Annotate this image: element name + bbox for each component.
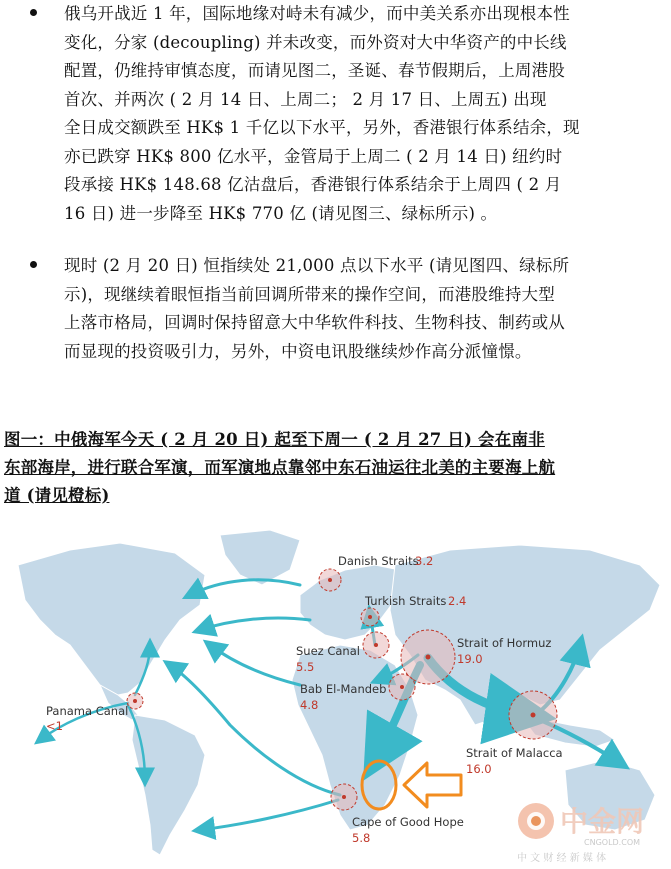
caption-line: 东部海岸，进行联合军演，而军演地点靠邻中东石油运往北美的主要海上航 [4, 458, 556, 477]
value-strait-of-hormuz: 19.0 [457, 652, 483, 666]
paragraph-line: 变化，分家 (decoupling) 并未改变，而外资对大中华资产的中长线 [64, 32, 567, 52]
value-suez-canal: 5.5 [296, 660, 315, 674]
watermark-tagline: 中 文 财 经 新 媒 体 [517, 853, 607, 864]
paragraph-line: 俄乌开战近 1 年，国际地缘对峙未有减少，而中美关系亦出现根本性 [64, 4, 570, 23]
route-africa-atlantic [210, 645, 300, 685]
figure-caption [4, 426, 668, 510]
caption-line: 图一：中俄海军今天 ( 2 月 20 日) 起至下周一 ( 2 月 27 日) 会在南非 [4, 430, 545, 449]
paragraph-line: 而显现的投资吸引力，另外，中资电讯股继续炒作高分派憧憬。 [64, 341, 532, 361]
paragraph-line: 亦已跌穿 HK$ 800 亿水平，金管局于上周二 ( 2 月 14 日) 纽约时 [64, 146, 563, 166]
route-atlantic-na [200, 618, 310, 630]
value-bab-el-mandeb: 4.8 [300, 698, 319, 712]
label-panama-canal: Panama Canal [46, 704, 129, 718]
value-cape-of-good-hope: 5.8 [352, 831, 371, 845]
paragraph-line: 全日成交额跌至 HK$ 1 千亿以下水平，另外，香港银行体系结余，现 [64, 118, 580, 137]
paragraph-line: 配置，仍维持审慎态度，而请见图二，圣诞、春节假期后，上周港股 [64, 61, 565, 80]
label-cape-of-good-hope: Cape of Good Hope [352, 815, 464, 829]
label-danish-straits: Danish Straits [338, 554, 419, 568]
orange-arrow-icon [404, 763, 461, 807]
paragraph-line: 现时 (2 月 20 日) 恒指续处 21,000 点以下水平 (请见图四、绿标所 [64, 256, 570, 275]
oil-chokepoint-map [0, 525, 671, 869]
route-cape-south-america [200, 800, 338, 830]
bullet-icon [30, 261, 37, 268]
route-europe-na [190, 580, 300, 595]
bullet-paragraph-2 [30, 252, 660, 366]
north-america-land [18, 543, 205, 695]
value-danish-straits: 3.2 [415, 554, 434, 568]
paragraph-line: 16 日) 进一步降至 HK$ 770 亿 (请见图三、绿标所示) 。 [64, 203, 498, 223]
label-suez-canal: Suez Canal [296, 644, 360, 658]
watermark [517, 803, 644, 864]
caption-line: 道 (请见橙标) [4, 486, 110, 505]
south-america-land [132, 715, 205, 855]
value-panama-canal: <1 [46, 719, 63, 733]
watermark-brand: 中金网 [560, 805, 645, 838]
label-strait-of-malacca: Strait of Malacca [466, 746, 563, 760]
label-strait-of-hormuz: Strait of Hormuz [457, 636, 552, 650]
paragraph-line: 示)，现继续着眼恒指当前回调所带来的操作空间，而港股维持大型 [64, 284, 555, 304]
value-strait-of-malacca: 16.0 [466, 762, 492, 776]
bullet-icon [30, 9, 37, 16]
greenland-land [220, 530, 300, 585]
bullet-paragraph-1 [30, 0, 660, 228]
label-bab-el-mandeb: Bab El-Mandeb [300, 682, 387, 696]
paragraph-line: 上落市格局，回调时保持留意大中华软件科技、生物科技、制药或从 [64, 313, 565, 332]
value-turkish-straits: 2.4 [448, 594, 467, 608]
paragraph-line: 段承接 HK$ 148.68 亿沽盘后，香港银行体系结余于上周四 ( 2 月 [64, 175, 562, 194]
paragraph-line: 首次、并两次 ( 2 月 14 日、上周二； 2 月 17 日、上周五) 出现 [64, 89, 547, 109]
label-turkish-straits: Turkish Straits [365, 594, 447, 608]
watermark-domain: CNGOLD.COM [584, 838, 641, 847]
